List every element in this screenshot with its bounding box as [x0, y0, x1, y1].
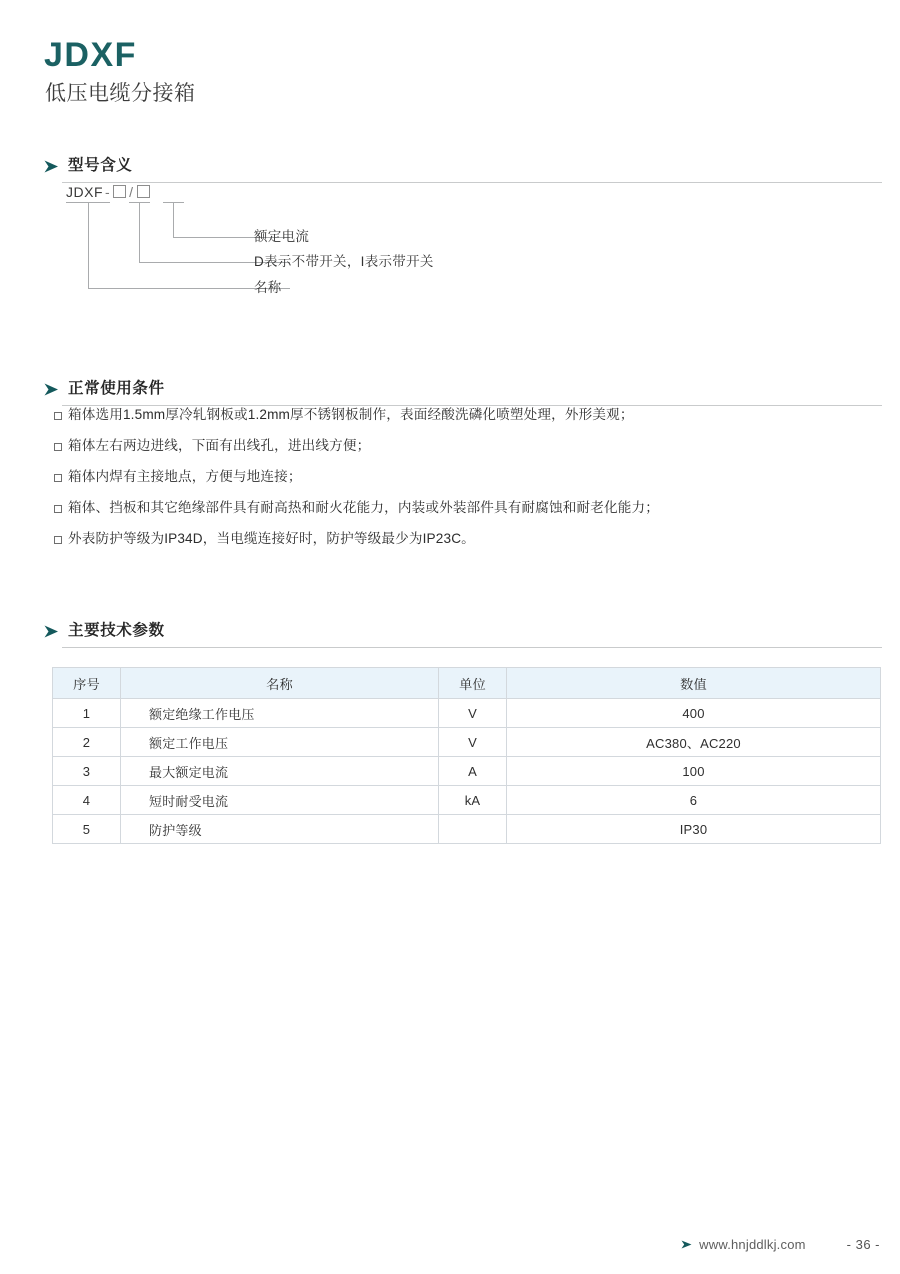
arrow-marker-icon [44, 625, 59, 638]
model-label-name: 名称 [254, 280, 282, 295]
model-code-box-2 [137, 185, 150, 198]
section-title-conditions: 正常使用条件 [68, 380, 165, 398]
conditions-list [54, 408, 884, 563]
cell-name: 最大额定电流 [121, 757, 439, 786]
model-code-string [66, 183, 151, 201]
cell-unit: kA [439, 786, 507, 815]
cell-index: 3 [53, 757, 121, 786]
arrow-marker-icon [681, 1240, 692, 1249]
section-header-specs [44, 620, 882, 648]
list-item [54, 501, 884, 532]
cell-name: 额定工作电压 [121, 728, 439, 757]
cell-value: 100 [507, 757, 881, 786]
cell-index: 2 [53, 728, 121, 757]
cell-value: IP30 [507, 815, 881, 844]
model-label-switch: D表示不带开关，I表示带开关 [254, 254, 434, 269]
cell-index: 4 [53, 786, 121, 815]
arrow-marker-icon [44, 160, 59, 173]
square-bullet-icon [54, 505, 62, 513]
page-title: JDXF [44, 36, 137, 74]
model-designation-diagram [44, 183, 884, 303]
model-label-current: 额定电流 [254, 229, 310, 244]
model-code-dash: - [105, 184, 111, 200]
leader-vertical-switch [139, 202, 140, 262]
spec-table-wrapper [52, 667, 880, 844]
cell-unit: A [439, 757, 507, 786]
column-header-value: 数值 [507, 668, 881, 699]
cell-value: 400 [507, 699, 881, 728]
cell-value: AC380、AC220 [507, 728, 881, 757]
footer-page-number: - 36 - [846, 1237, 880, 1252]
list-item [54, 470, 884, 501]
list-item [54, 439, 884, 470]
model-code-prefix: JDXF [66, 184, 103, 200]
leader-vertical-current [173, 202, 174, 237]
section-title-model: 型号含义 [68, 157, 133, 175]
cell-name: 防护等级 [121, 815, 439, 844]
cell-unit: V [439, 728, 507, 757]
cell-unit [439, 815, 507, 844]
footer-website[interactable]: www.hnjddlkj.com [699, 1237, 806, 1252]
list-item-text: 箱体左右两边进线，下面有出线孔，进出线方便； [68, 438, 371, 453]
section-title-specs: 主要技术参数 [68, 622, 165, 640]
list-item-text: 箱体选用1.5mm厚冷轧钢板或1.2mm厚不锈钢板制作，表面经酸洗磷化喷塑处理，外形美观； [68, 407, 634, 422]
list-item [54, 408, 884, 439]
cell-name: 短时耐受电流 [121, 786, 439, 815]
table-row [53, 786, 881, 815]
column-header-unit: 单位 [439, 668, 507, 699]
square-bullet-icon [54, 536, 62, 544]
column-header-index: 序号 [53, 668, 121, 699]
document-header [44, 38, 196, 106]
square-bullet-icon [54, 474, 62, 482]
page-footer [0, 1238, 900, 1260]
square-bullet-icon [54, 412, 62, 420]
arrow-marker-icon [44, 383, 59, 396]
section-header-model [44, 155, 882, 183]
spec-table [52, 667, 881, 844]
section-divider [62, 647, 882, 648]
model-code-slash: / [129, 184, 134, 200]
section-header-conditions [44, 378, 882, 406]
cell-unit: V [439, 699, 507, 728]
cell-name: 额定绝缘工作电压 [121, 699, 439, 728]
section-divider [62, 405, 882, 406]
table-header-row [53, 668, 881, 699]
table-row [53, 699, 881, 728]
list-item [54, 532, 884, 563]
table-row [53, 757, 881, 786]
table-row [53, 728, 881, 757]
table-row [53, 815, 881, 844]
cell-index: 1 [53, 699, 121, 728]
cell-index: 5 [53, 815, 121, 844]
page-subtitle: 低压电缆分接箱 [45, 81, 196, 105]
leader-vertical-name [88, 202, 89, 288]
column-header-name: 名称 [121, 668, 439, 699]
list-item-text: 外表防护等级为IP34D，当电缆连接好时，防护等级最少为IP23C。 [68, 531, 475, 546]
square-bullet-icon [54, 443, 62, 451]
cell-value: 6 [507, 786, 881, 815]
model-code-box-1 [113, 185, 126, 198]
list-item-text: 箱体内焊有主接地点，方便与地连接； [68, 469, 302, 484]
list-item-text: 箱体、挡板和其它绝缘部件具有耐高热和耐火花能力，内装或外装部件具有耐腐蚀和耐老化能力； [68, 500, 659, 515]
